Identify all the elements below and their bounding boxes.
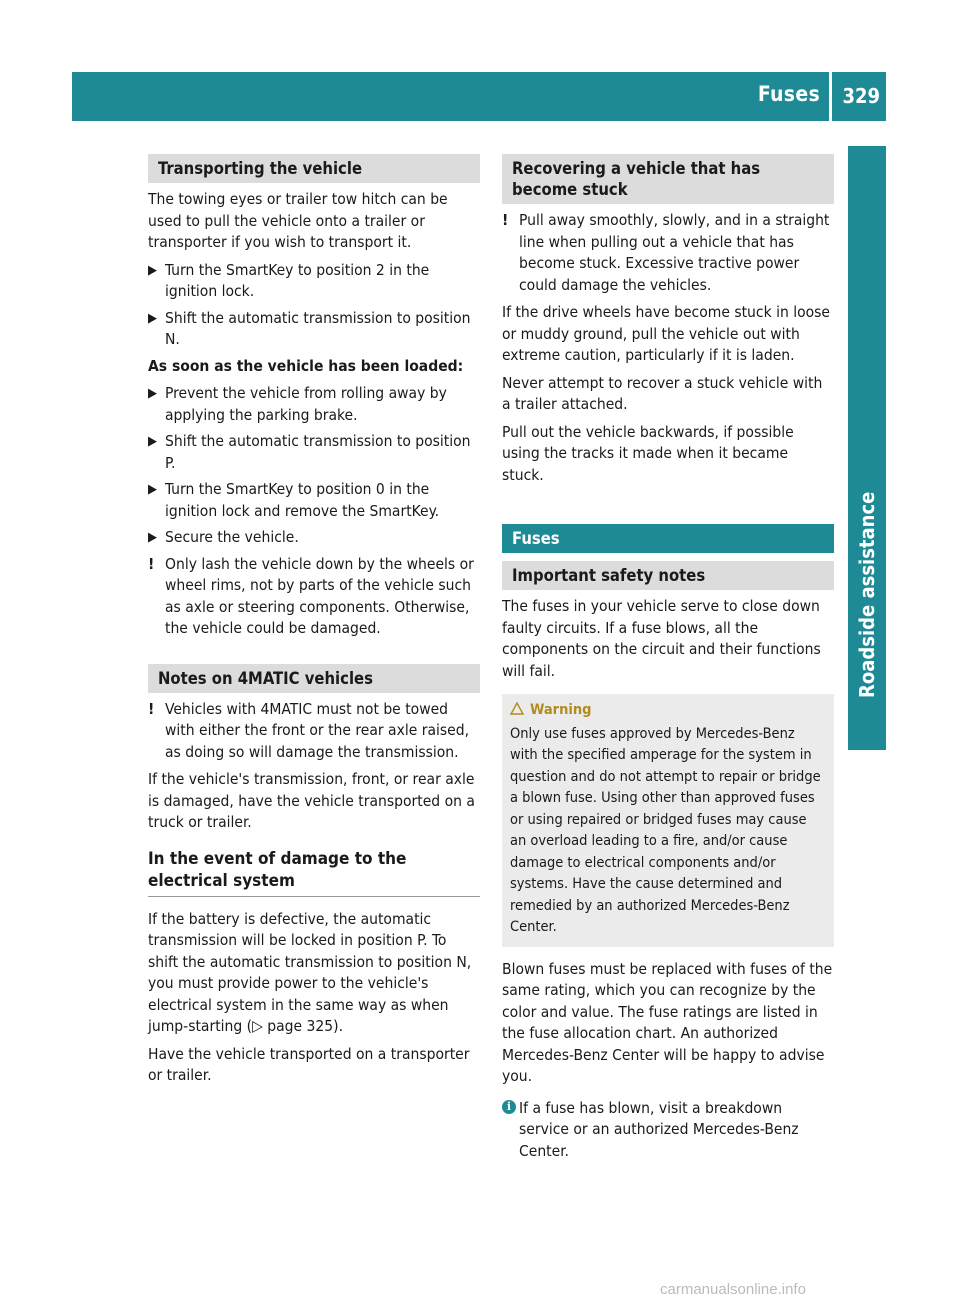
section-side-tab-label: Roadside assistance	[855, 491, 879, 698]
warning-box	[502, 694, 834, 947]
info-icon: i	[502, 1100, 516, 1114]
caution-note	[502, 210, 834, 296]
arrow-marker-icon: ▶	[148, 262, 157, 278]
transport-intro: The towing eyes or trailer tow hitch can be used to pull the vehicle onto a trailer or transporter if you wish to transport it.	[148, 190, 448, 251]
section-side-tab-block	[848, 705, 886, 750]
step-text: Turn the SmartKey to position 0 in the ignition lock and remove the SmartKey.	[165, 480, 440, 520]
step-item	[148, 527, 480, 549]
warning-triangle-icon	[510, 702, 524, 715]
stuck-paragraph-2: Never attempt to recover a stuck vehicle with a trailer attached.	[502, 373, 823, 413]
matic-paragraph: If the vehicle's transmission, front, or rear axle is damaged, have the vehicle transported on a truck or trailer.	[148, 770, 475, 831]
header-divider	[829, 72, 832, 121]
heading-fuses: Fuses	[502, 524, 834, 553]
blown-paragraph: Blown fuses must be replaced with fuses of the same rating, which you can recognize by the color and value. The fuse ratings are listed in the fuse allocation chart. An authorized Mercedes-Benz Center will be happy to advise you.	[502, 959, 833, 1085]
arrow-marker-icon: ▶	[148, 482, 157, 497]
step-text: Shift the automatic transmission to position P.	[165, 432, 471, 472]
stuck-paragraph-1: If the drive wheels have become stuck in loose or muddy ground, pull the vehicle out with extreme caution, particularly if it is laden.	[502, 303, 830, 364]
page-title: Fuses	[757, 82, 820, 106]
page-number: 329	[842, 84, 880, 108]
watermark: carmanualsonline.info	[660, 1281, 806, 1298]
stuck-paragraph-3: Pull out the vehicle backwards, if possible using the tracks it made when it became stuck.	[502, 422, 794, 484]
exclamation-icon: !	[148, 699, 155, 718]
spacer	[502, 492, 834, 524]
step-item	[148, 260, 480, 303]
step-text: Shift the automatic transmission to position N.	[165, 308, 471, 348]
note-text: Only lash the vehicle down by the wheels or wheel rims, not by parts of the vehicle such as axle or steering components. Otherwise, the vehicle could be damaged.	[165, 554, 474, 637]
warning-text: Only use fuses approved by Mercedes-Benz with the specified amperage for the system in question and do not attempt to repair or bridge a blown fuse. Using other than approved fuses or using repaired or bridged fuses may cause an overload leading to a fire, and/or cause damage to electrical components and/or systems. Have the cause determined and remedied by an authorized Mercedes-Benz Center.	[510, 725, 821, 935]
caution-note	[148, 554, 480, 640]
loaded-subheading: As soon as the vehicle has been loaded:	[148, 356, 464, 375]
safety-paragraph: The fuses in your vehicle serve to close down faulty circuits. If a fuse blows, all the components on the circuit and their functions will fail.	[502, 597, 821, 680]
note-text: If a fuse has blown, visit a breakdown service or an authorized Mercedes-Benz Center.	[519, 1098, 799, 1160]
info-note	[502, 1098, 834, 1163]
arrow-marker-icon: ▶	[148, 530, 157, 545]
exclamation-icon: !	[502, 211, 509, 229]
note-text: Vehicles with 4MATIC must not be towed with either the front or the rear axle raised, as doing so will damage the transmission.	[165, 699, 470, 761]
step-item	[148, 383, 480, 426]
step-text: Secure the vehicle.	[165, 528, 299, 546]
caution-note	[148, 699, 480, 764]
heading-4matic: Notes on 4MATIC vehicles	[148, 664, 480, 693]
warning-title	[510, 700, 826, 722]
step-item	[148, 308, 480, 351]
step-text: Prevent the vehicle from rolling away by applying the parking brake.	[165, 384, 447, 424]
note-text: Pull away smoothly, slowly, and in a straight line when pulling out a vehicle that has become stuck. Excessive tractive power could damage the vehicles.	[519, 211, 830, 294]
step-item	[148, 431, 480, 474]
electrical-paragraph-2: Have the vehicle transported on a transporter or trailer.	[148, 1044, 470, 1084]
heading-safety-notes: Important safety notes	[502, 561, 834, 590]
electrical-paragraph: If the battery is defective, the automatic transmission will be locked in position P. To shift the automatic transmission to position N, you must provide power to the vehicle's electrical system in the same way as when jump-starting (▷ page 325).	[148, 909, 472, 1035]
spacer	[148, 646, 480, 664]
page-header	[72, 72, 886, 121]
step-text: Turn the SmartKey to position 2 in the ignition lock.	[165, 260, 430, 300]
heading-electrical: In the event of damage to the electrical system	[148, 848, 480, 897]
right-column	[502, 154, 834, 1168]
arrow-marker-icon: ▶	[148, 386, 157, 401]
heading-transporting: Transporting the vehicle	[148, 154, 480, 183]
arrow-marker-icon: ▶	[148, 434, 157, 449]
step-item	[148, 479, 480, 522]
heading-recovering: Recovering a vehicle that has become stuck	[502, 154, 834, 204]
exclamation-icon: !	[148, 554, 155, 573]
left-column	[148, 154, 480, 1093]
arrow-marker-icon: ▶	[148, 310, 157, 326]
warning-title-text: Warning	[530, 702, 592, 718]
